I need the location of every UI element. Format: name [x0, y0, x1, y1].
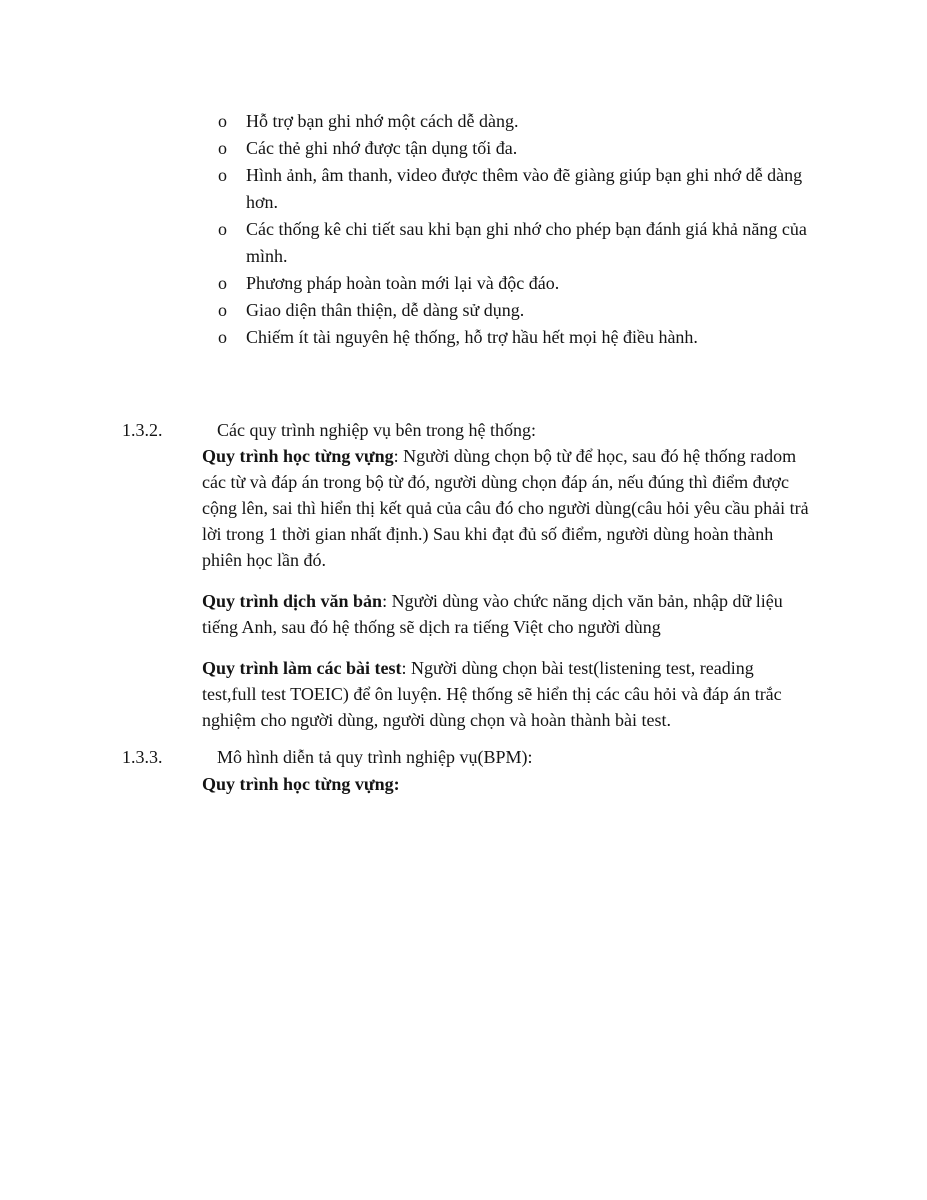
bullet-text: Hình ảnh, âm thanh, video được thêm vào đẽ giàng giúp bạn ghi nhớ dễ dàng hơn. — [246, 165, 803, 212]
section-heading — [0, 418, 927, 443]
paragraph-translate-process — [202, 588, 812, 640]
paragraph-text: : Người dùng chọn bộ từ để học, sau đó hệ thống radom các từ và đáp án trong bộ từ đó, người dùng chọn đáp án, nếu đúng thì điểm được cộng lên, sai thì hiển thị kết quả của câu đó cho người dùng(câu hỏi yêu cầu phải trả lời trong 1 thời gian nhất định.) Sau khi đạt đủ số điểm, người dùng hoàn thành phiên học lần đó. — [202, 446, 809, 570]
section-heading — [0, 745, 927, 770]
paragraph-text: : Người dùng vào chức năng dịch văn bản, nhập dữ liệu tiếng Anh, sau đó hệ thống sẽ dịch ra tiếng Việt cho người dùng — [202, 591, 783, 637]
section-1-3-2 — [0, 418, 927, 733]
list-item — [218, 216, 818, 270]
section-title: Mô hình diễn tả quy trình nghiệp vụ(BPM): — [217, 747, 533, 767]
hollow-bullet-icon: o — [218, 219, 227, 239]
hollow-bullet-icon: o — [218, 138, 227, 158]
bullet-text: Các thẻ ghi nhớ được tận dụng tối đa. — [246, 138, 518, 158]
section-number: 1.3.2. — [122, 420, 163, 440]
list-item — [218, 162, 818, 216]
hollow-bullet-icon: o — [218, 300, 227, 320]
bullet-text: Hỗ trợ bạn ghi nhớ một cách dễ dàng. — [246, 111, 519, 131]
bullet-text: Giao diện thân thiện, dễ dàng sử dụng. — [246, 300, 525, 320]
list-item — [218, 135, 818, 162]
hollow-bullet-icon: o — [218, 111, 227, 131]
hollow-bullet-icon: o — [218, 273, 227, 293]
hollow-bullet-icon: o — [218, 327, 227, 347]
section-number: 1.3.3. — [122, 747, 163, 767]
paragraph-label: Quy trình học từng vựng — [202, 446, 394, 466]
list-item — [218, 324, 818, 351]
list-item — [218, 270, 818, 297]
section-title: Các quy trình nghiệp vụ bên trong hệ thống: — [217, 420, 536, 440]
paragraph-test-process — [202, 655, 812, 733]
paragraph-vocab-process — [202, 443, 812, 573]
paragraph-label: Quy trình làm các bài test — [202, 658, 402, 678]
feature-bullet-list — [218, 108, 818, 351]
bullet-text: Các thống kê chi tiết sau khi bạn ghi nhớ cho phép bạn đánh giá khả năng của mình. — [246, 219, 807, 266]
bullet-text: Phương pháp hoàn toàn mới lại và độc đáo. — [246, 273, 560, 293]
paragraph-label: Quy trình dịch văn bản — [202, 591, 383, 611]
section-1-3-3 — [0, 745, 927, 797]
paragraph-text: : Người dùng chọn bài test(listening test, reading test,full test TOEIC) để ôn luyện. Hệ thống sẽ hiển thị các câu hỏi và đáp án trắc nghiệm cho người dùng, người dùng chọn và hoàn thành bài test. — [202, 658, 782, 730]
list-item — [218, 297, 818, 324]
list-item — [218, 108, 818, 135]
subheading-vocab-process: Quy trình học từng vựng: — [202, 774, 400, 794]
hollow-bullet-icon: o — [218, 165, 227, 185]
bullet-text: Chiếm ít tài nguyên hệ thống, hỗ trợ hầu hết mọi hệ điều hành. — [246, 327, 698, 347]
